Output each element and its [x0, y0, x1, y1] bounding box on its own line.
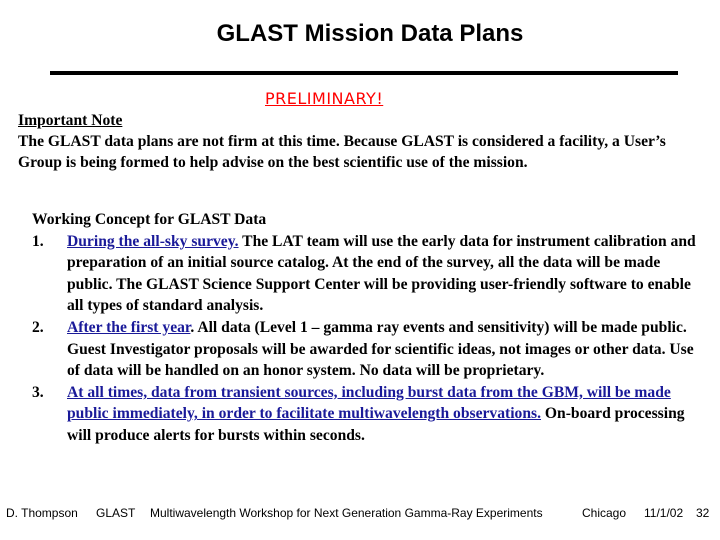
footer-event: Multiwavelength Workshop for Next Generation Gamma-Ray Experiments [150, 506, 543, 520]
concept-item [32, 231, 708, 317]
footer-location: Chicago [582, 506, 627, 520]
item-number: 1. [32, 232, 44, 250]
item-number: 3. [32, 383, 44, 401]
concept-item [32, 317, 708, 382]
item-lead: After the first year [67, 318, 191, 336]
item-lead: At all times, data from transient sources, including burst data from the GBM, will be made public immediately, in order to facilitate multiwavelength observations. [67, 383, 671, 423]
note-heading: Important Note [18, 112, 123, 129]
item-text: . All data (Level 1 – gamma ray events and sensitivity) will be made public. Guest Investigator proposals will be awarded for scientific ideas, not images or other data. Use of data will be handled on an honor system. No data will be proprietary. [67, 318, 694, 380]
preliminary-stamp: PRELIMINARY! [265, 89, 384, 108]
important-note [18, 110, 708, 173]
note-body: The GLAST data plans are not firm at this time. Because GLAST is considered a facility, a User’s Group is being formed to help advise on the best scientific use of the mission. [18, 133, 666, 171]
slide-footer [0, 506, 720, 524]
footer-page-number: 32 [696, 506, 710, 520]
item-text: On-board processing will produce alerts for bursts within seconds. [67, 405, 685, 444]
item-lead: During the all-sky survey. [67, 232, 239, 250]
slide-title: GLAST Mission Data Plans [216, 20, 524, 47]
item-number: 2. [32, 318, 44, 336]
working-concept [32, 209, 708, 447]
item-text: The LAT team will use the early data for instrument calibration and preparation of an initial source catalog. At the end of the survey, all the data will be made public. The GLAST Science Support Center will be providing user-friendly software to enable all types of standard analysis. [67, 232, 696, 315]
concept-item [32, 382, 708, 447]
concept-heading: Working Concept for GLAST Data [32, 211, 267, 228]
footer-date: 11/1/02 [644, 506, 684, 520]
footer-author: D. Thompson [6, 506, 78, 520]
footer-project: GLAST [96, 506, 136, 520]
title-divider [50, 71, 678, 75]
